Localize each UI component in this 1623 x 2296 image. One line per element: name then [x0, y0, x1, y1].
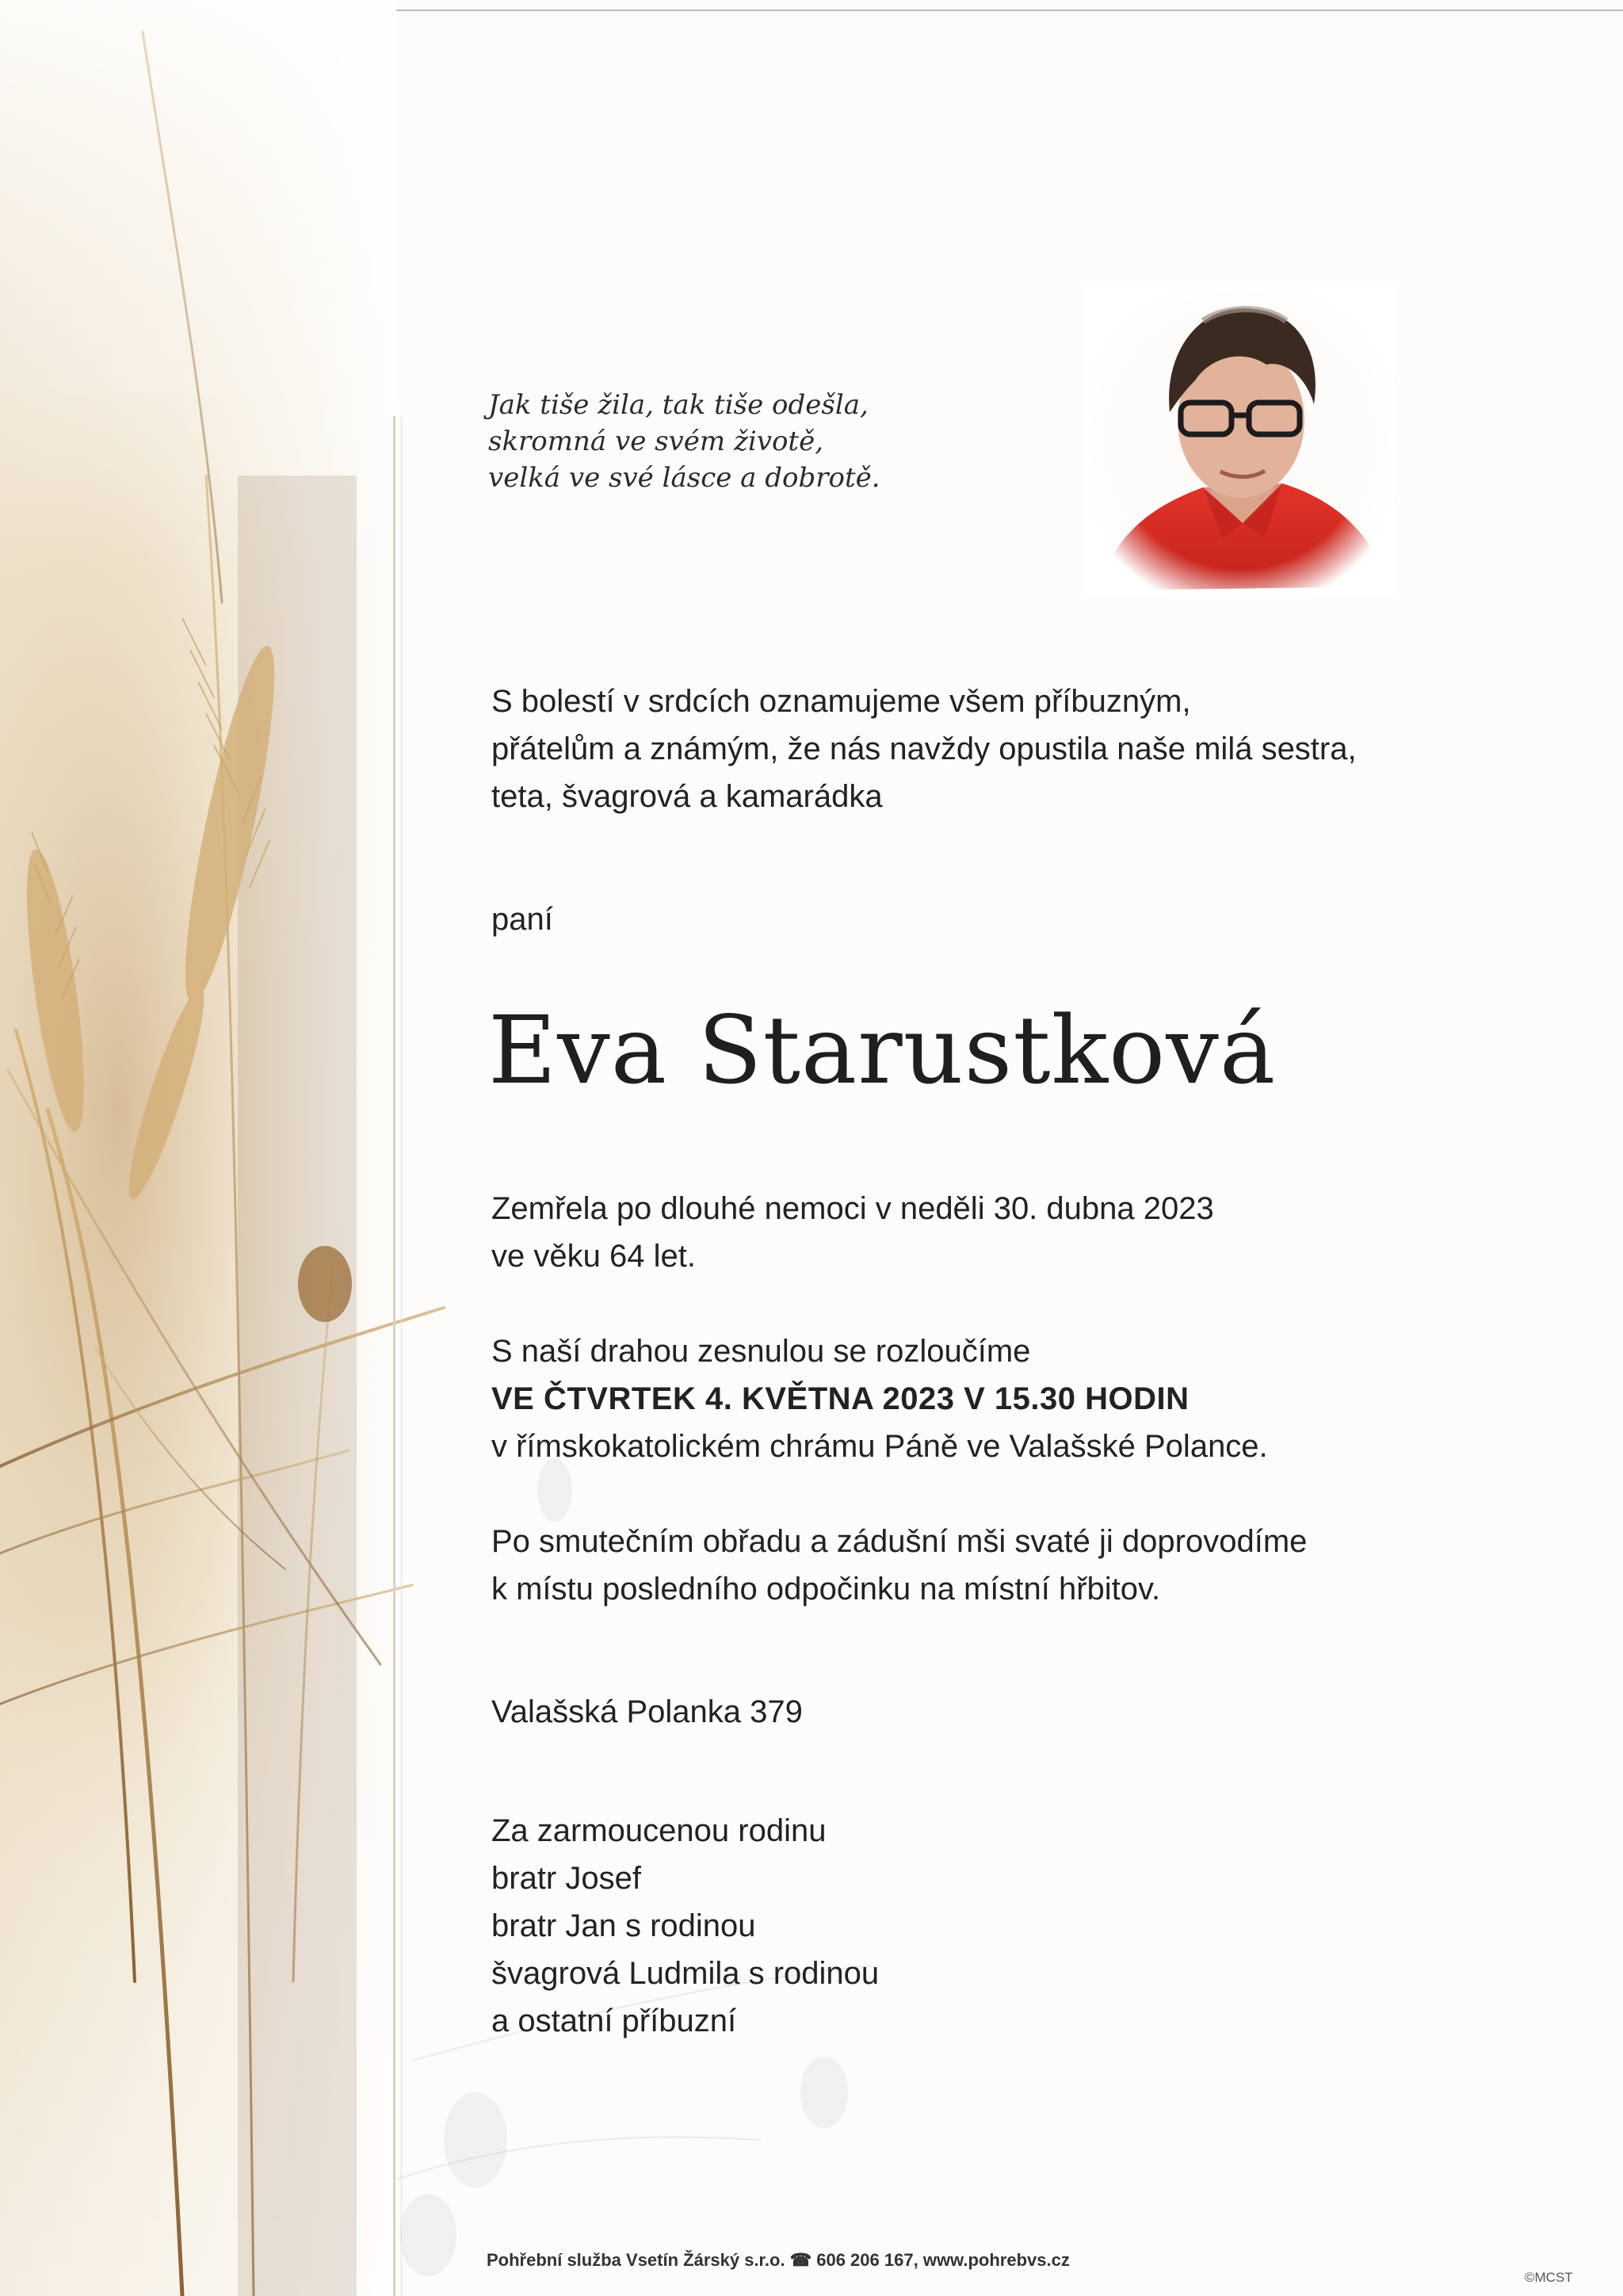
- family-line: a ostatní příbuzní: [491, 2004, 737, 2038]
- motto-line: velká ve své lásce a dobrotě.: [488, 462, 880, 494]
- motto-line: Jak tiše žila, tak tiše odešla,: [488, 389, 869, 421]
- copyright-mark: ©MCST: [1525, 2270, 1573, 2285]
- family-line: Za zarmoucenou rodinu: [491, 1813, 827, 1848]
- funeral-service-website: www.pohrebvs.cz: [922, 2250, 1070, 2270]
- family-line: bratr Jan s rodinou: [491, 1908, 756, 1943]
- portrait-photo: [1084, 285, 1395, 596]
- announcement-line: S bolestí v srdcích oznamujeme všem příbuzným,: [491, 684, 1191, 719]
- vertical-divider: [393, 416, 395, 2296]
- family-line: švagrová Ludmila s rodinou: [491, 1956, 880, 1991]
- farewell-location: v římskokatolickém chrámu Páně ve Valašské Polance.: [491, 1429, 1268, 1464]
- deceased-name: Eva Starustková: [488, 995, 1277, 1105]
- phone-icon: ☎: [789, 2250, 812, 2270]
- announcement-line: teta, švagrová a kamarádka: [491, 779, 883, 814]
- death-line: Zemřela po dlouhé nemoci v neděli 30. dubna 2023: [491, 1191, 1214, 1226]
- death-paragraph: [491, 1185, 1214, 1280]
- farewell-paragraph: [491, 1328, 1268, 1470]
- funeral-service-name: Pohřební služba Vsetín Žárský s.r.o.: [487, 2250, 785, 2270]
- family-line: bratr Josef: [491, 1861, 641, 1896]
- family-signature: [491, 1807, 879, 2045]
- announcement-line: přátelům a známým, že nás navždy opustila naše milá sestra,: [491, 732, 1357, 766]
- procession-paragraph: [491, 1518, 1307, 1613]
- death-line: ve věku 64 let.: [491, 1239, 696, 1274]
- announcement-paragraph: [491, 678, 1357, 820]
- motto-verse: [488, 387, 932, 496]
- procession-line: k místu posledního odpočinku na místní hřbitov.: [491, 1572, 1161, 1606]
- funeral-date-time: VE ČTVRTEK 4. KVĚTNA 2023 V 15.30 HODIN: [491, 1381, 1190, 1416]
- home-address: Valašská Polanka 379: [491, 1694, 803, 1729]
- funeral-service-footer: [487, 2249, 1070, 2271]
- vertical-divider-thin: [401, 416, 402, 2296]
- farewell-line: S naší drahou zesnulou se rozloučíme: [491, 1334, 1031, 1369]
- motto-line: skromná ve svém životě,: [488, 426, 824, 457]
- funeral-service-phone: 606 206 167,: [816, 2250, 918, 2270]
- procession-line: Po smutečním obřadu a zádušní mši svaté ji doprovodíme: [491, 1524, 1308, 1559]
- honorific-title: paní: [491, 902, 553, 937]
